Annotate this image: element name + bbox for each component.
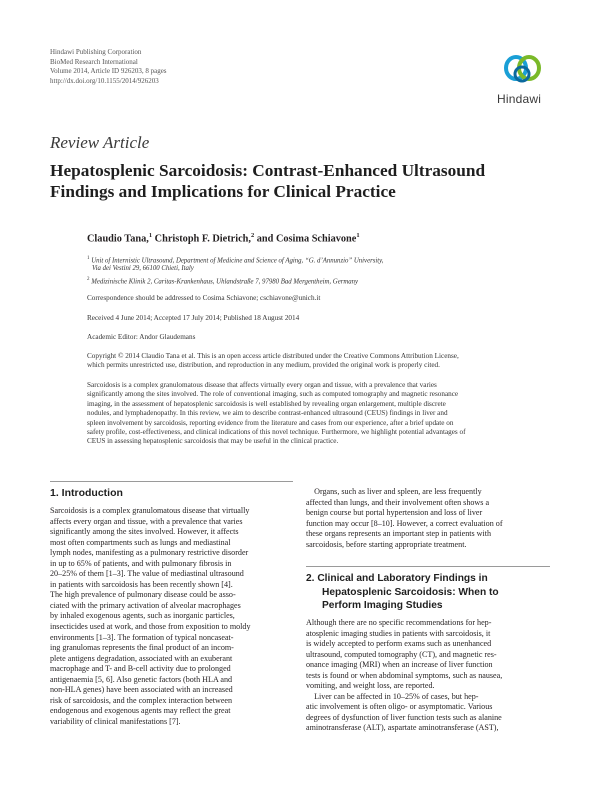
body-line: vomiting, and weight loss, are reported. bbox=[306, 681, 435, 691]
section-2-body bbox=[306, 618, 550, 734]
body-line: macrophage and T- and B-cell activity due to prolonged bbox=[50, 664, 231, 674]
body-line: 20–25% of them [1–3]. The value of mediastinal ultrasound bbox=[50, 569, 244, 579]
affiliation-1-line-1: Unit of Internistic Ultrasound, Department of Medicine and Science of Aging, “G. d’Annunzio” University, bbox=[89, 257, 384, 265]
body-line: environments [1–3]. The formation of typical noncaseat- bbox=[50, 632, 234, 642]
body-line: atic involvement is often oligo- or asymptomatic. Various bbox=[306, 702, 493, 712]
body-line: insecticides used at work, and those from exposition to moldy bbox=[50, 622, 251, 632]
author-1-affil: 1 bbox=[148, 232, 153, 239]
body-line: significantly among the sites involved. However, it affects bbox=[50, 527, 239, 537]
body-line: function may occur [8–10]. However, a correct evaluation of bbox=[306, 518, 503, 528]
section-1-heading: 1. Introduction bbox=[50, 487, 123, 499]
journal-header bbox=[50, 48, 167, 86]
section-1-body bbox=[50, 506, 294, 727]
author-3-affil: 1 bbox=[356, 232, 360, 239]
hindawi-logo-text: Hindawi bbox=[497, 92, 542, 106]
body-line: benign course but portal hypertension and loss of liver bbox=[306, 508, 483, 518]
abstract-line: CEUS in assessing hepatosplenic sarcoidosis that may be useful in the clinical practice. bbox=[87, 437, 339, 446]
body-line: by inhaled exogenous agents, such as inorganic particles, bbox=[50, 611, 235, 621]
body-line: degrees of dysfunction of liver function tests such as alanine bbox=[306, 712, 502, 722]
body-line: lymph nodes, manifesting as a pulmonary restrictive disorder bbox=[50, 548, 249, 558]
body-line: affected than lungs, and their involvement often shows a bbox=[306, 497, 490, 507]
body-line: in up to 65% of patients, and with pulmonary fibrosis in bbox=[50, 558, 232, 568]
body-line: antigenaemia [5, 6]. Also genetic factors (both HLA and bbox=[50, 674, 233, 684]
author-2[interactable]: Christoph F. Dietrich, bbox=[152, 233, 251, 245]
affiliation-2 bbox=[87, 275, 358, 287]
affiliation-1-number: 1 bbox=[87, 256, 90, 261]
body-line: risk of sarcoidosis, and the complex interaction between bbox=[50, 695, 233, 705]
abstract-line: safety profile, cost-effectiveness, and clinical indications of this novel technique. Furthermore, we highlight potential advantages of bbox=[87, 428, 466, 437]
body-line: atosplenic imaging studies in patients with sarcoidosis, it bbox=[306, 628, 491, 638]
body-line: ultrasound, computed tomography (CT), and magnetic res- bbox=[306, 649, 497, 659]
abstract bbox=[87, 381, 550, 447]
article-type: Review Article bbox=[50, 133, 150, 152]
body-line: is widely accepted to perform exams such as unenhanced bbox=[306, 639, 492, 649]
copyright bbox=[87, 352, 550, 371]
body-line: ciated with the primary activation of alveolar macrophages bbox=[50, 600, 241, 610]
authors bbox=[87, 232, 360, 244]
author-2-affil: 2 bbox=[250, 232, 255, 239]
body-line: Liver can be affected in 10–25% of cases, but hep- bbox=[306, 691, 479, 701]
publisher-line: Hindawi Publishing Corporation bbox=[50, 48, 142, 56]
section-2-heading-line-2: Hepatosplenic Sarcoidosis: When to bbox=[322, 586, 499, 598]
body-line: affects every organ and tissue, with a prevalence that varies bbox=[50, 516, 243, 526]
body-line: onance imaging (MRI) when an increase of liver function bbox=[306, 660, 493, 670]
affiliation-2-number: 2 bbox=[87, 277, 90, 282]
correspondence: Correspondence should be addressed to Cosima Schiavone; cschiavone@unich.it bbox=[87, 294, 321, 302]
journal-name: BioMed Research International bbox=[50, 57, 138, 66]
section-2-heading-line-3: Perform Imaging Studies bbox=[322, 600, 443, 612]
affiliation-2-line-1: Medizinische Klinik 2, Caritas-Krankenhaus, Uhlandstraße 7, 97980 Bad Mergentheim, Germany bbox=[89, 278, 359, 286]
abstract-line: imaging, in the assessment of hepatosplenic sarcoidosis is well established by revealing organ enlargement, multiple discrete bbox=[87, 399, 446, 408]
body-line: these organs represents an important step in patients with bbox=[306, 529, 492, 539]
body-line: tests is found or when abdominal symptoms, such as nausea, bbox=[306, 670, 503, 680]
body-line: endogenous and exogenous agents may reflect the great bbox=[50, 706, 231, 716]
section-divider bbox=[306, 566, 550, 567]
volume-line: Volume 2014, Article ID 926203, 8 pages bbox=[50, 67, 167, 76]
abstract-line: Sarcoidosis is a complex granulomatous disease that affects virtually every organ and tissue, with a prevalence that varies bbox=[87, 381, 437, 389]
author-1[interactable]: Claudio Tana, bbox=[87, 233, 149, 245]
academic-editor: Academic Editor: Andor Glaudemans bbox=[87, 333, 196, 341]
body-line: most often compartments such as lungs and mediastinal bbox=[50, 537, 231, 547]
body-line: aminotransferase (ALT), aspartate aminotransferase (AST), bbox=[306, 723, 499, 733]
abstract-line: nodules, and lymphadenopathy. In this review, we aim to describe contrast-enhanced ultrasound (CEUS) findings in liver and bbox=[87, 409, 448, 418]
body-line: variability of clinical manifestations [7]. bbox=[50, 716, 181, 726]
author-3[interactable]: and Cosima Schiavone bbox=[254, 233, 357, 245]
abstract-line: spleen involvement by sarcoidosis, reporting evidence from the literature and cases from our experience, after a brief update on bbox=[87, 418, 454, 427]
section-2-heading bbox=[306, 572, 499, 613]
copyright-line-2: which permits unrestricted use, distribution, and reproduction in any medium, provided the original work is properly cited. bbox=[87, 361, 440, 370]
section-1-continued bbox=[306, 487, 550, 550]
title-line-1: Hepatosplenic Sarcoidosis: Contrast-Enhanced Ultrasound bbox=[50, 161, 486, 180]
body-line: The high prevalence of pulmonary disease could be asso- bbox=[50, 590, 236, 600]
doi-link[interactable]: http://dx.doi.org/10.1155/2014/926203 bbox=[50, 76, 159, 85]
section-divider bbox=[50, 481, 293, 482]
abstract-line: significantly among the sites involved. The role of conventional imaging, such as computed tomography and magnetic resonance bbox=[87, 390, 459, 399]
body-line: Sarcoidosis is a complex granulomatous disease that virtually bbox=[50, 506, 250, 515]
body-line: Although there are no specific recommendations for hep- bbox=[306, 618, 492, 627]
section-2-heading-line-1: 2. Clinical and Laboratory Findings in bbox=[306, 573, 488, 584]
body-line: non-HLA genes) have been associated with an increased bbox=[50, 685, 233, 695]
article-title bbox=[50, 160, 550, 202]
body-line: in patients with sarcoidosis has been recently shown [4]. bbox=[50, 579, 233, 589]
affiliation-1-address: Via dei Vestini 29, 66100 Chieti, Italy bbox=[92, 265, 194, 272]
body-line: Organs, such as liver and spleen, are less frequently bbox=[306, 487, 482, 496]
body-line: sarcoidosis, before starting appropriate treatment. bbox=[306, 539, 467, 549]
body-line: ing granulomas represents the final product of an incom- bbox=[50, 643, 234, 653]
dates: Received 4 June 2014; Accepted 17 July 2014; Published 18 August 2014 bbox=[87, 314, 300, 322]
title-line-2: Findings and Implications for Clinical Practice bbox=[50, 182, 396, 201]
copyright-line-1: Copyright © 2014 Claudio Tana et al. This is an open access article distributed under the Creative Commons Attribution License, bbox=[87, 352, 459, 360]
body-line: plete antigens degradation, associated with an exuberant bbox=[50, 653, 233, 663]
